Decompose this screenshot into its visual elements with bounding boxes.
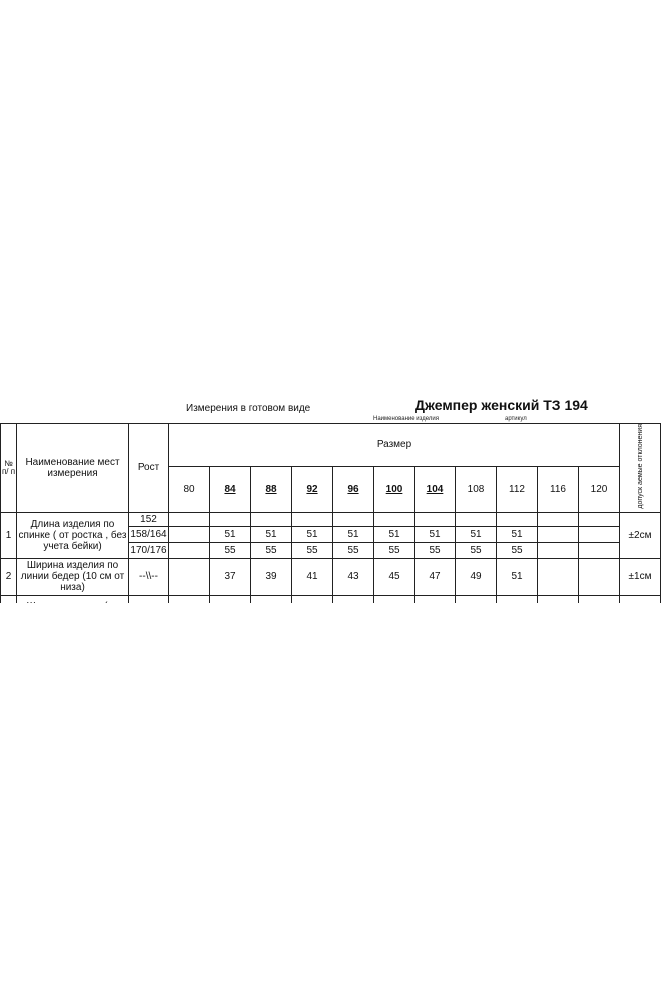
height-cell: 152 — [129, 512, 169, 526]
value-cell: 41 — [292, 558, 333, 595]
value-cell — [374, 512, 415, 526]
value-cell: 51 — [415, 526, 456, 542]
value-cell: 51 — [497, 558, 538, 595]
table-row — [1, 512, 661, 526]
value-cell — [169, 512, 210, 526]
size-header-120: 120 — [579, 466, 620, 512]
col-height-header: Рост — [129, 424, 169, 513]
col-tolerance-header: допуск аемые отклонения — [620, 424, 661, 513]
value-cell — [538, 512, 579, 526]
value-cell: 51 — [374, 526, 415, 542]
value-cell — [538, 542, 579, 558]
value-cell: 55 — [456, 542, 497, 558]
size-header-104: 104 — [415, 466, 456, 512]
table-row — [1, 558, 661, 595]
height-cell: 158/164 — [129, 526, 169, 542]
value-cell — [210, 512, 251, 526]
row-number: 1 — [1, 512, 17, 558]
value-cell — [497, 512, 538, 526]
size-header-116: 116 — [538, 466, 579, 512]
size-header-80: 80 — [169, 466, 210, 512]
name-label: Наименование изделия — [373, 416, 439, 422]
value-cell: 55 — [210, 542, 251, 558]
size-header-100: 100 — [374, 466, 415, 512]
size-header-84: 84 — [210, 466, 251, 512]
value-cell: 51 — [497, 526, 538, 542]
value-cell — [456, 512, 497, 526]
size-header-112: 112 — [497, 466, 538, 512]
value-cell: 55 — [415, 542, 456, 558]
value-cell: 49 — [456, 558, 497, 595]
measurement-name: Длина изделия по спинке ( от ростка , без учета бейки) — [17, 512, 129, 558]
height-cell: --\\-- — [129, 558, 169, 595]
value-cell — [251, 512, 292, 526]
value-cell — [538, 558, 579, 595]
measure-title: Измерения в готовом виде — [186, 403, 311, 414]
value-cell — [169, 558, 210, 595]
tolerance-cell: ±1см — [620, 558, 661, 595]
size-chart-sheet — [0, 398, 667, 603]
value-cell: 45 — [374, 558, 415, 595]
value-cell — [415, 512, 456, 526]
value-cell: 47 — [415, 558, 456, 595]
value-cell — [292, 512, 333, 526]
value-cell: 51 — [456, 526, 497, 542]
value-cell: 51 — [333, 526, 374, 542]
value-cell — [169, 526, 210, 542]
measurement-name: Ширина изделия по линии бедер (10 см от низа) — [17, 558, 129, 595]
empty-area — [0, 603, 667, 1000]
article-label: артикул — [505, 416, 527, 422]
value-cell: 51 — [210, 526, 251, 542]
value-cell — [579, 512, 620, 526]
col-size-header: Размер — [169, 424, 620, 467]
size-header-96: 96 — [333, 466, 374, 512]
value-cell — [333, 512, 374, 526]
value-cell: 55 — [292, 542, 333, 558]
value-cell: 55 — [333, 542, 374, 558]
value-cell: 51 — [251, 526, 292, 542]
value-cell — [579, 542, 620, 558]
value-cell — [579, 558, 620, 595]
size-header-92: 92 — [292, 466, 333, 512]
tolerance-cell: ±2см — [620, 512, 661, 558]
row-number: 2 — [1, 558, 17, 595]
col-num-header: № п/ п — [1, 424, 17, 513]
value-cell: 51 — [292, 526, 333, 542]
value-cell: 55 — [251, 542, 292, 558]
height-cell: 170/176 — [129, 542, 169, 558]
size-header-108: 108 — [456, 466, 497, 512]
value-cell: 43 — [333, 558, 374, 595]
value-cell — [579, 526, 620, 542]
col-name-header: Наименование мест измерения — [17, 424, 129, 513]
value-cell — [169, 542, 210, 558]
value-cell: 55 — [374, 542, 415, 558]
size-header-88: 88 — [251, 466, 292, 512]
product-title: Джемпер женский ТЗ 194 — [415, 397, 588, 413]
value-cell: 37 — [210, 558, 251, 595]
value-cell: 55 — [497, 542, 538, 558]
value-cell — [538, 526, 579, 542]
value-cell: 39 — [251, 558, 292, 595]
